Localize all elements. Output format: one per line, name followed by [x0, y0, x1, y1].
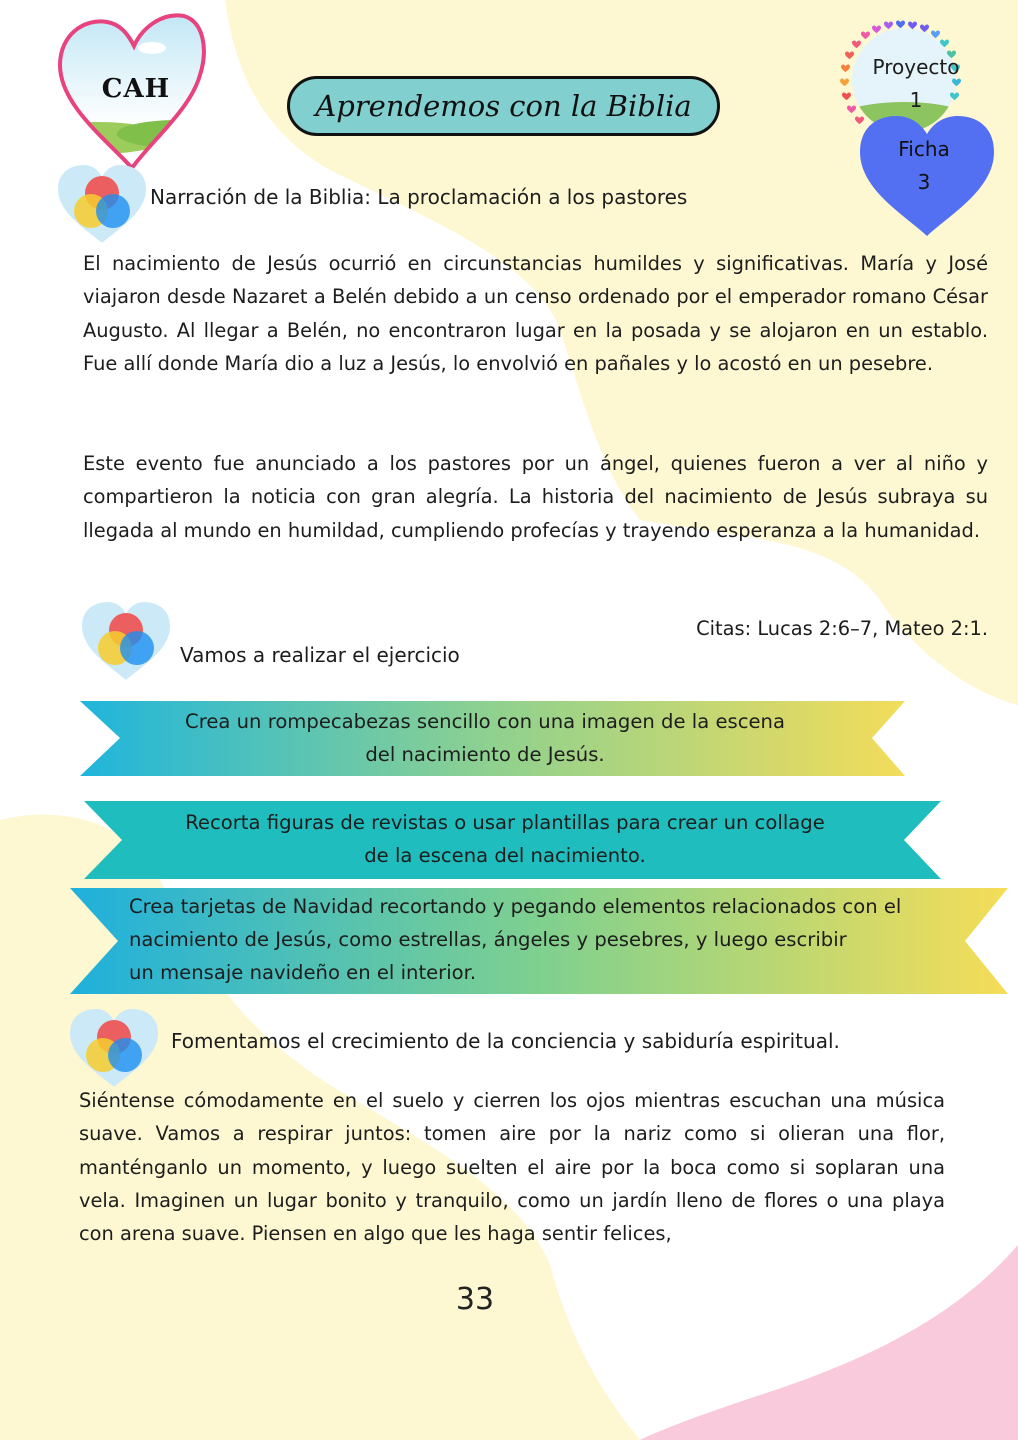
- venn-heart-icon: [56, 163, 148, 245]
- page-number: 33: [455, 1282, 495, 1317]
- activity-3-line-1: Crea tarjetas de Navidad recortando y pegando elementos relacionados con el: [129, 895, 902, 918]
- page-title-text: Aprendemos con la Biblia: [315, 89, 692, 123]
- activity-text-3: [129, 890, 979, 989]
- page-title: [287, 76, 720, 136]
- section-heading-narracion: Narración de la Biblia: La proclamación a los pastores: [150, 185, 688, 209]
- ficha-number: 3: [917, 170, 931, 194]
- activity-2-line-1: Recorta figuras de revistas o usar plantillas para crear un collage: [185, 811, 825, 834]
- activity-text-1: [120, 705, 850, 771]
- citas-reference: Citas: Lucas 2:6–7, Mateo 2:1.: [696, 617, 988, 640]
- activity-2-line-2: de la escena del nacimiento.: [364, 844, 646, 867]
- proyecto-label: Proyecto: [872, 55, 960, 79]
- activity-3-line-2: nacimiento de Jesús, como estrellas, ángeles y pesebres, y luego escribir: [129, 928, 847, 951]
- section-heading-fomentamos: Fomentamos el crecimiento de la conciencia y sabiduría espiritual.: [171, 1029, 840, 1053]
- proyecto-number: 1: [909, 88, 923, 112]
- activity-3-line-3: un mensaje navideño en el interior.: [129, 961, 477, 984]
- venn-heart-icon: [68, 1007, 160, 1089]
- venn-heart-icon: [80, 600, 172, 682]
- fomentamos-paragraph: Siéntense cómodamente en el suelo y cierren los ojos mientras escuchan una música suave. Vamos a respirar juntos: tomen aire por la nariz como si olieran una flor, manténganlo un momento, y luego suelten el aire por la boca como si soplaran una vela. Imaginen un lugar bonito y tranquilo, como un jardín lleno de flores o una playa con arena suave. Piensen en algo que les haga sentir felices,: [79, 1089, 945, 1246]
- logo-text: CAH: [101, 74, 171, 104]
- activity-1-line-1: Crea un rompecabezas sencillo con una imagen de la escena: [185, 710, 785, 733]
- section-heading-ejercicio: Vamos a realizar el ejercicio: [180, 643, 460, 667]
- narracion-paragraph-1: El nacimiento de Jesús ocurrió en circunstancias humildes y significativas. María y José viajaron desde Nazaret a Belén debido a un censo ordenado por el emperador romano César Augusto. Al llegar a Belén, no encontraron lugar en la posada y se alojaron en un establo. Fue allí donde María dio a luz a Jesús, lo envolvió en pañales y lo acostó en un pesebre.: [83, 252, 988, 375]
- pink-blob-bottom: [640, 1245, 1018, 1440]
- activity-text-2: [140, 806, 870, 872]
- narracion-paragraph-2: Este evento fue anunciado a los pastores por un ángel, quienes fueron a ver al niño y compartieron la noticia con gran alegría. La historia del nacimiento de Jesús subraya su llegada al mundo en humildad, cumpliendo profecías y trayendo esperanza a la humanidad.: [83, 452, 988, 542]
- ficha-label: Ficha: [898, 137, 950, 161]
- activity-1-line-2: del nacimiento de Jesús.: [365, 743, 605, 766]
